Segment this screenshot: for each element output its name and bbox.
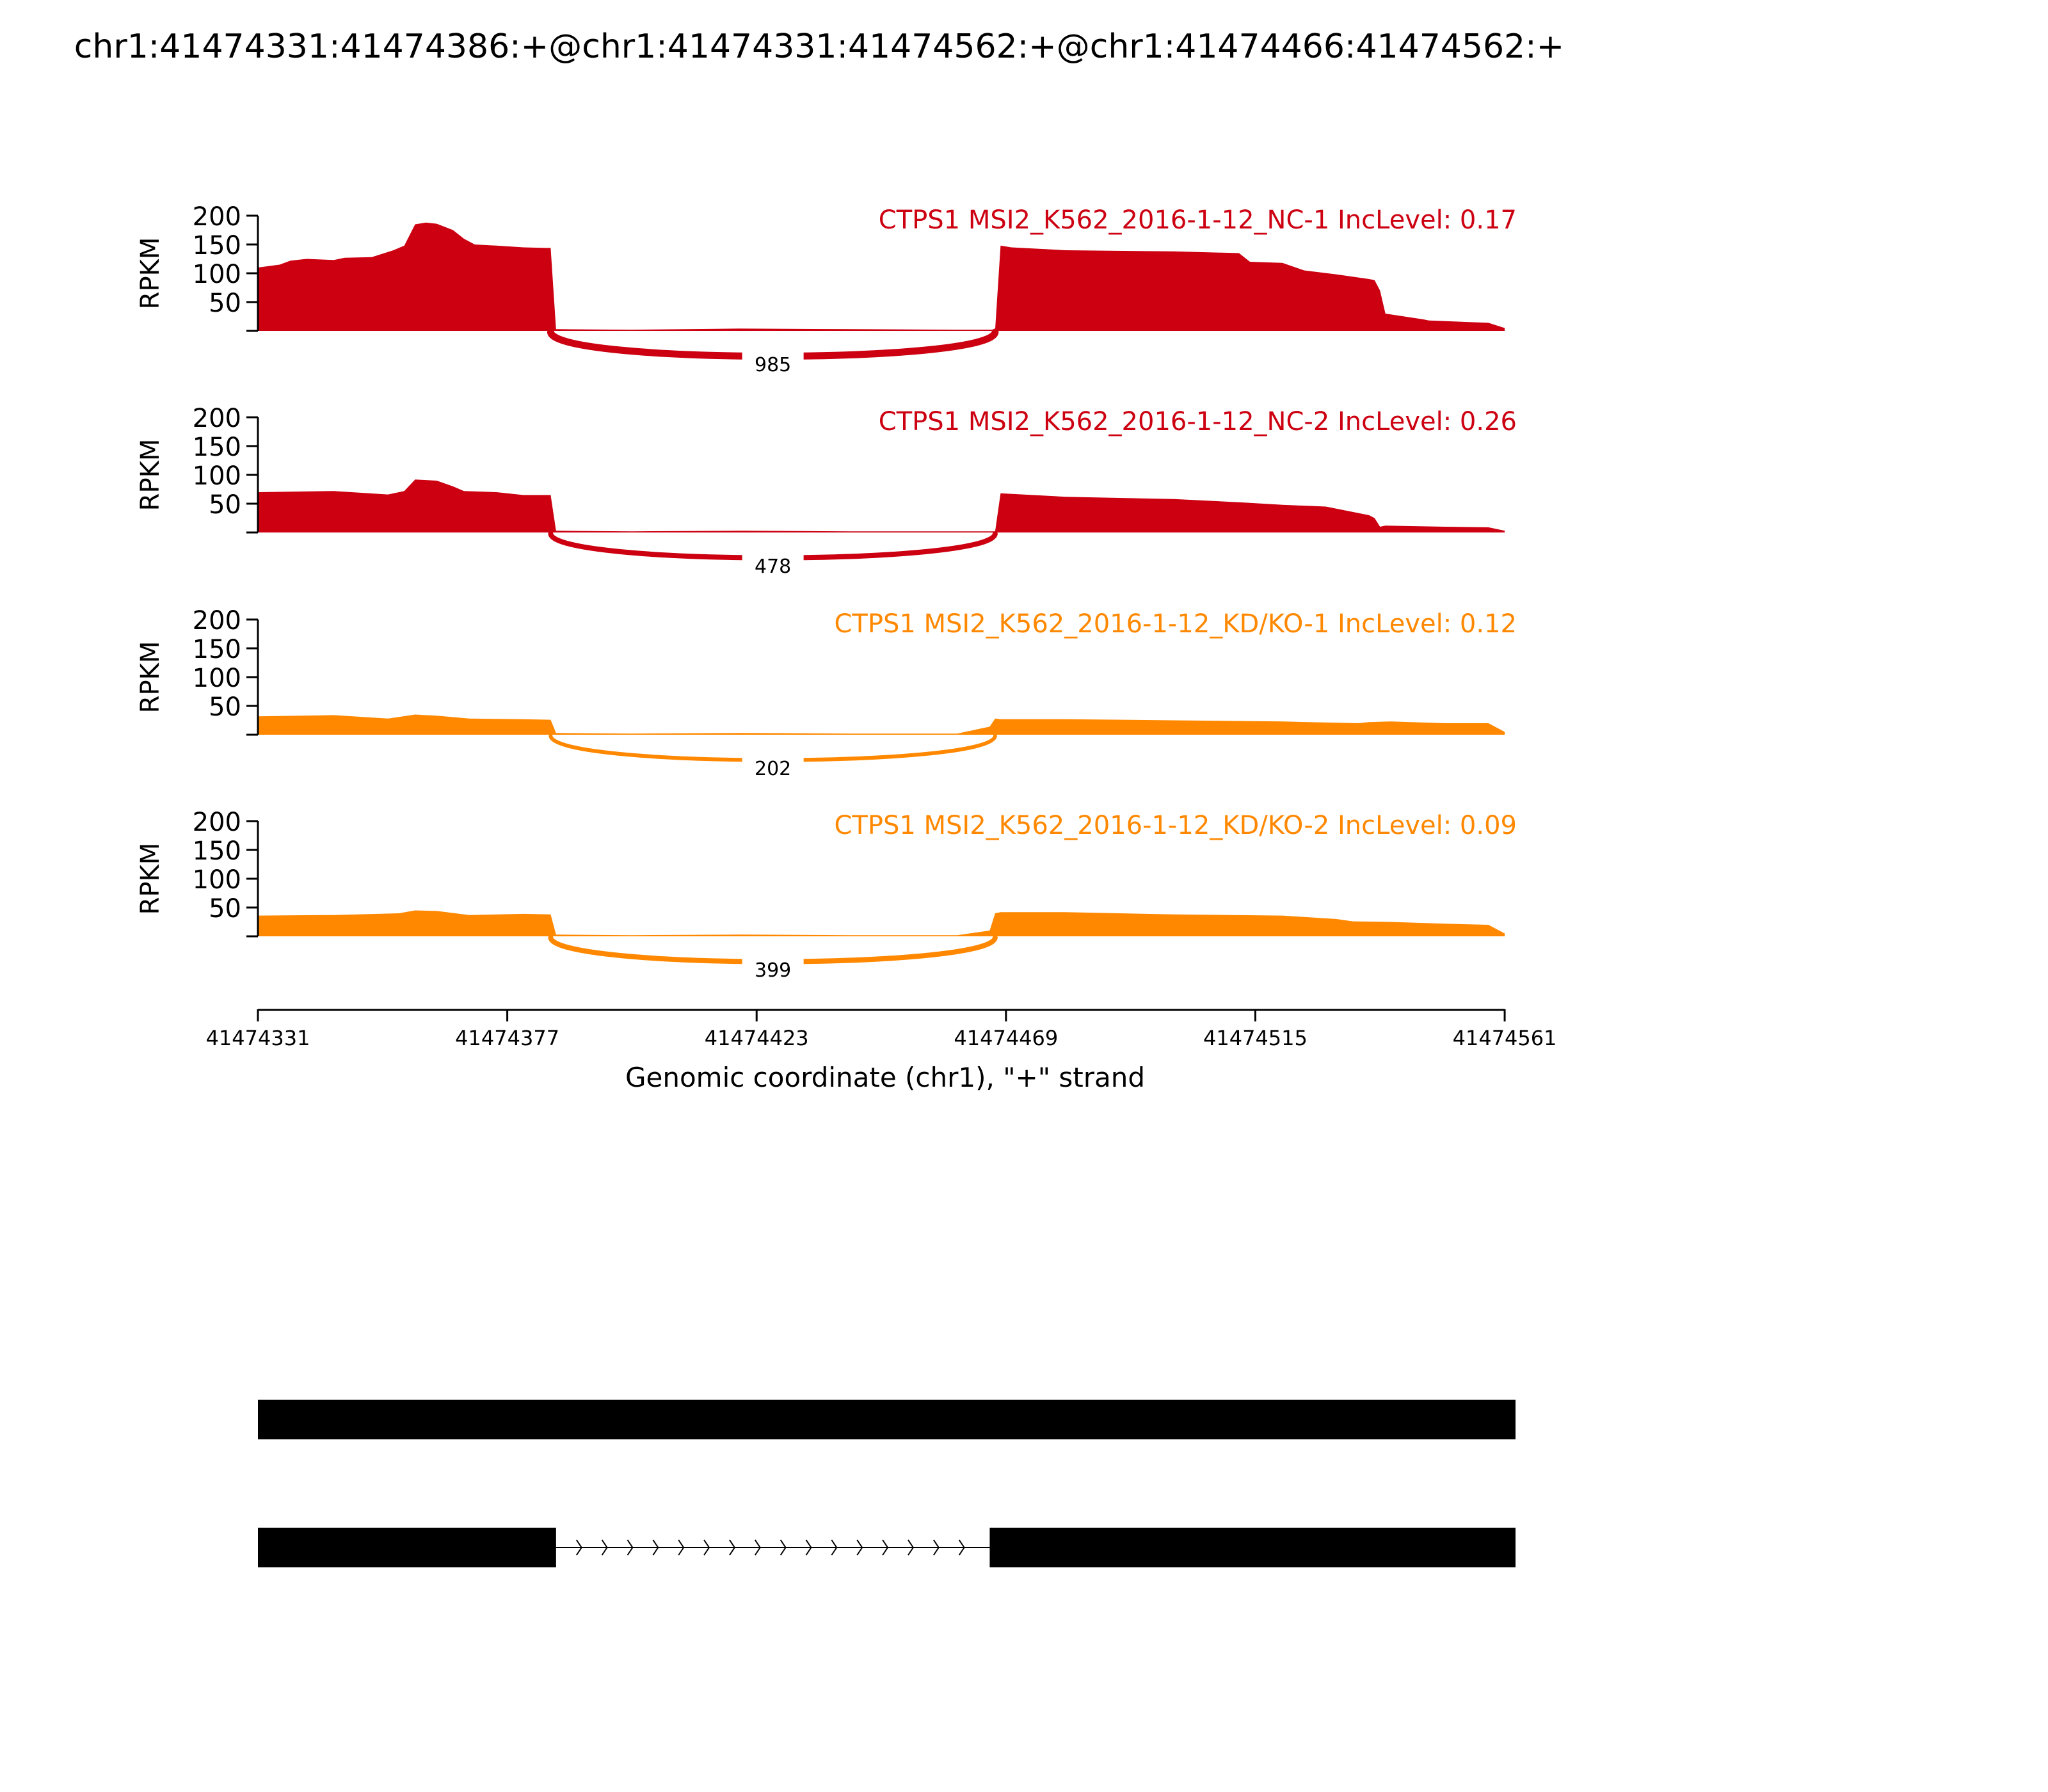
exon-block: [258, 1528, 556, 1567]
coverage-area: [258, 715, 1505, 735]
y-tick-label: 100: [192, 260, 241, 289]
y-tick-label: 150: [192, 231, 241, 260]
y-axis-label: RPKM: [136, 641, 165, 714]
exon-block: [989, 1528, 1516, 1567]
coverage-area: [258, 479, 1505, 532]
panel-2: [136, 404, 1517, 580]
panel-1: [136, 202, 1517, 379]
chart-title: chr1:41474331:41474386:+@chr1:41474331:41474562:+@chr1:41474466:41474562:+: [74, 28, 1565, 66]
y-tick-label: 100: [192, 461, 241, 491]
x-tick-label: 41474469: [954, 1026, 1059, 1050]
sample-label: CTPS1 MSI2_K562_2016-1-12_NC-1 IncLevel: 0.17: [878, 205, 1517, 235]
junction-count: 399: [755, 959, 792, 982]
x-tick-label: 41474515: [1203, 1026, 1308, 1050]
exon-block: [258, 1400, 1516, 1439]
coverage-area: [258, 223, 1505, 331]
y-axis-label: RPKM: [136, 237, 165, 310]
x-tick-label: 41474331: [205, 1026, 310, 1050]
y-tick-label: 200: [192, 606, 241, 636]
sample-label: CTPS1 MSI2_K562_2016-1-12_NC-2 IncLevel: 0.26: [878, 407, 1517, 436]
junction-count: 985: [755, 354, 792, 376]
y-tick-label: 150: [192, 836, 241, 866]
junction-count: 478: [755, 556, 792, 578]
x-axis: [206, 1009, 1557, 1050]
y-tick-label: 150: [192, 635, 241, 664]
isoform-1: [258, 1400, 1516, 1439]
y-tick-label: 50: [209, 289, 241, 318]
y-tick-label: 200: [192, 404, 241, 433]
y-tick-label: 200: [192, 808, 241, 837]
sample-label: CTPS1 MSI2_K562_2016-1-12_KD/KO-2 IncLevel: 0.09: [834, 811, 1517, 840]
coverage-area: [258, 911, 1505, 937]
y-tick-label: 50: [209, 490, 241, 520]
x-tick-label: 41474377: [455, 1026, 560, 1050]
panel-3: [136, 606, 1517, 783]
x-axis-label: Genomic coordinate (chr1), "+" strand: [625, 1062, 1146, 1093]
x-tick-label: 41474561: [1452, 1026, 1557, 1050]
junction-count: 202: [755, 758, 792, 780]
panel-4: [136, 808, 1517, 984]
isoform-track: [258, 1400, 1516, 1567]
isoform-2: [258, 1528, 1516, 1567]
y-axis-label: RPKM: [136, 438, 165, 511]
y-tick-label: 150: [192, 433, 241, 462]
y-tick-label: 50: [209, 894, 241, 924]
y-tick-label: 50: [209, 692, 241, 722]
x-tick-label: 41474423: [704, 1026, 809, 1050]
y-tick-label: 100: [192, 865, 241, 895]
y-tick-label: 100: [192, 664, 241, 693]
sample-label: CTPS1 MSI2_K562_2016-1-12_KD/KO-1 IncLevel: 0.12: [834, 609, 1517, 639]
y-tick-label: 200: [192, 202, 241, 232]
coverage-panels: [136, 202, 1517, 984]
y-axis-label: RPKM: [136, 842, 165, 915]
